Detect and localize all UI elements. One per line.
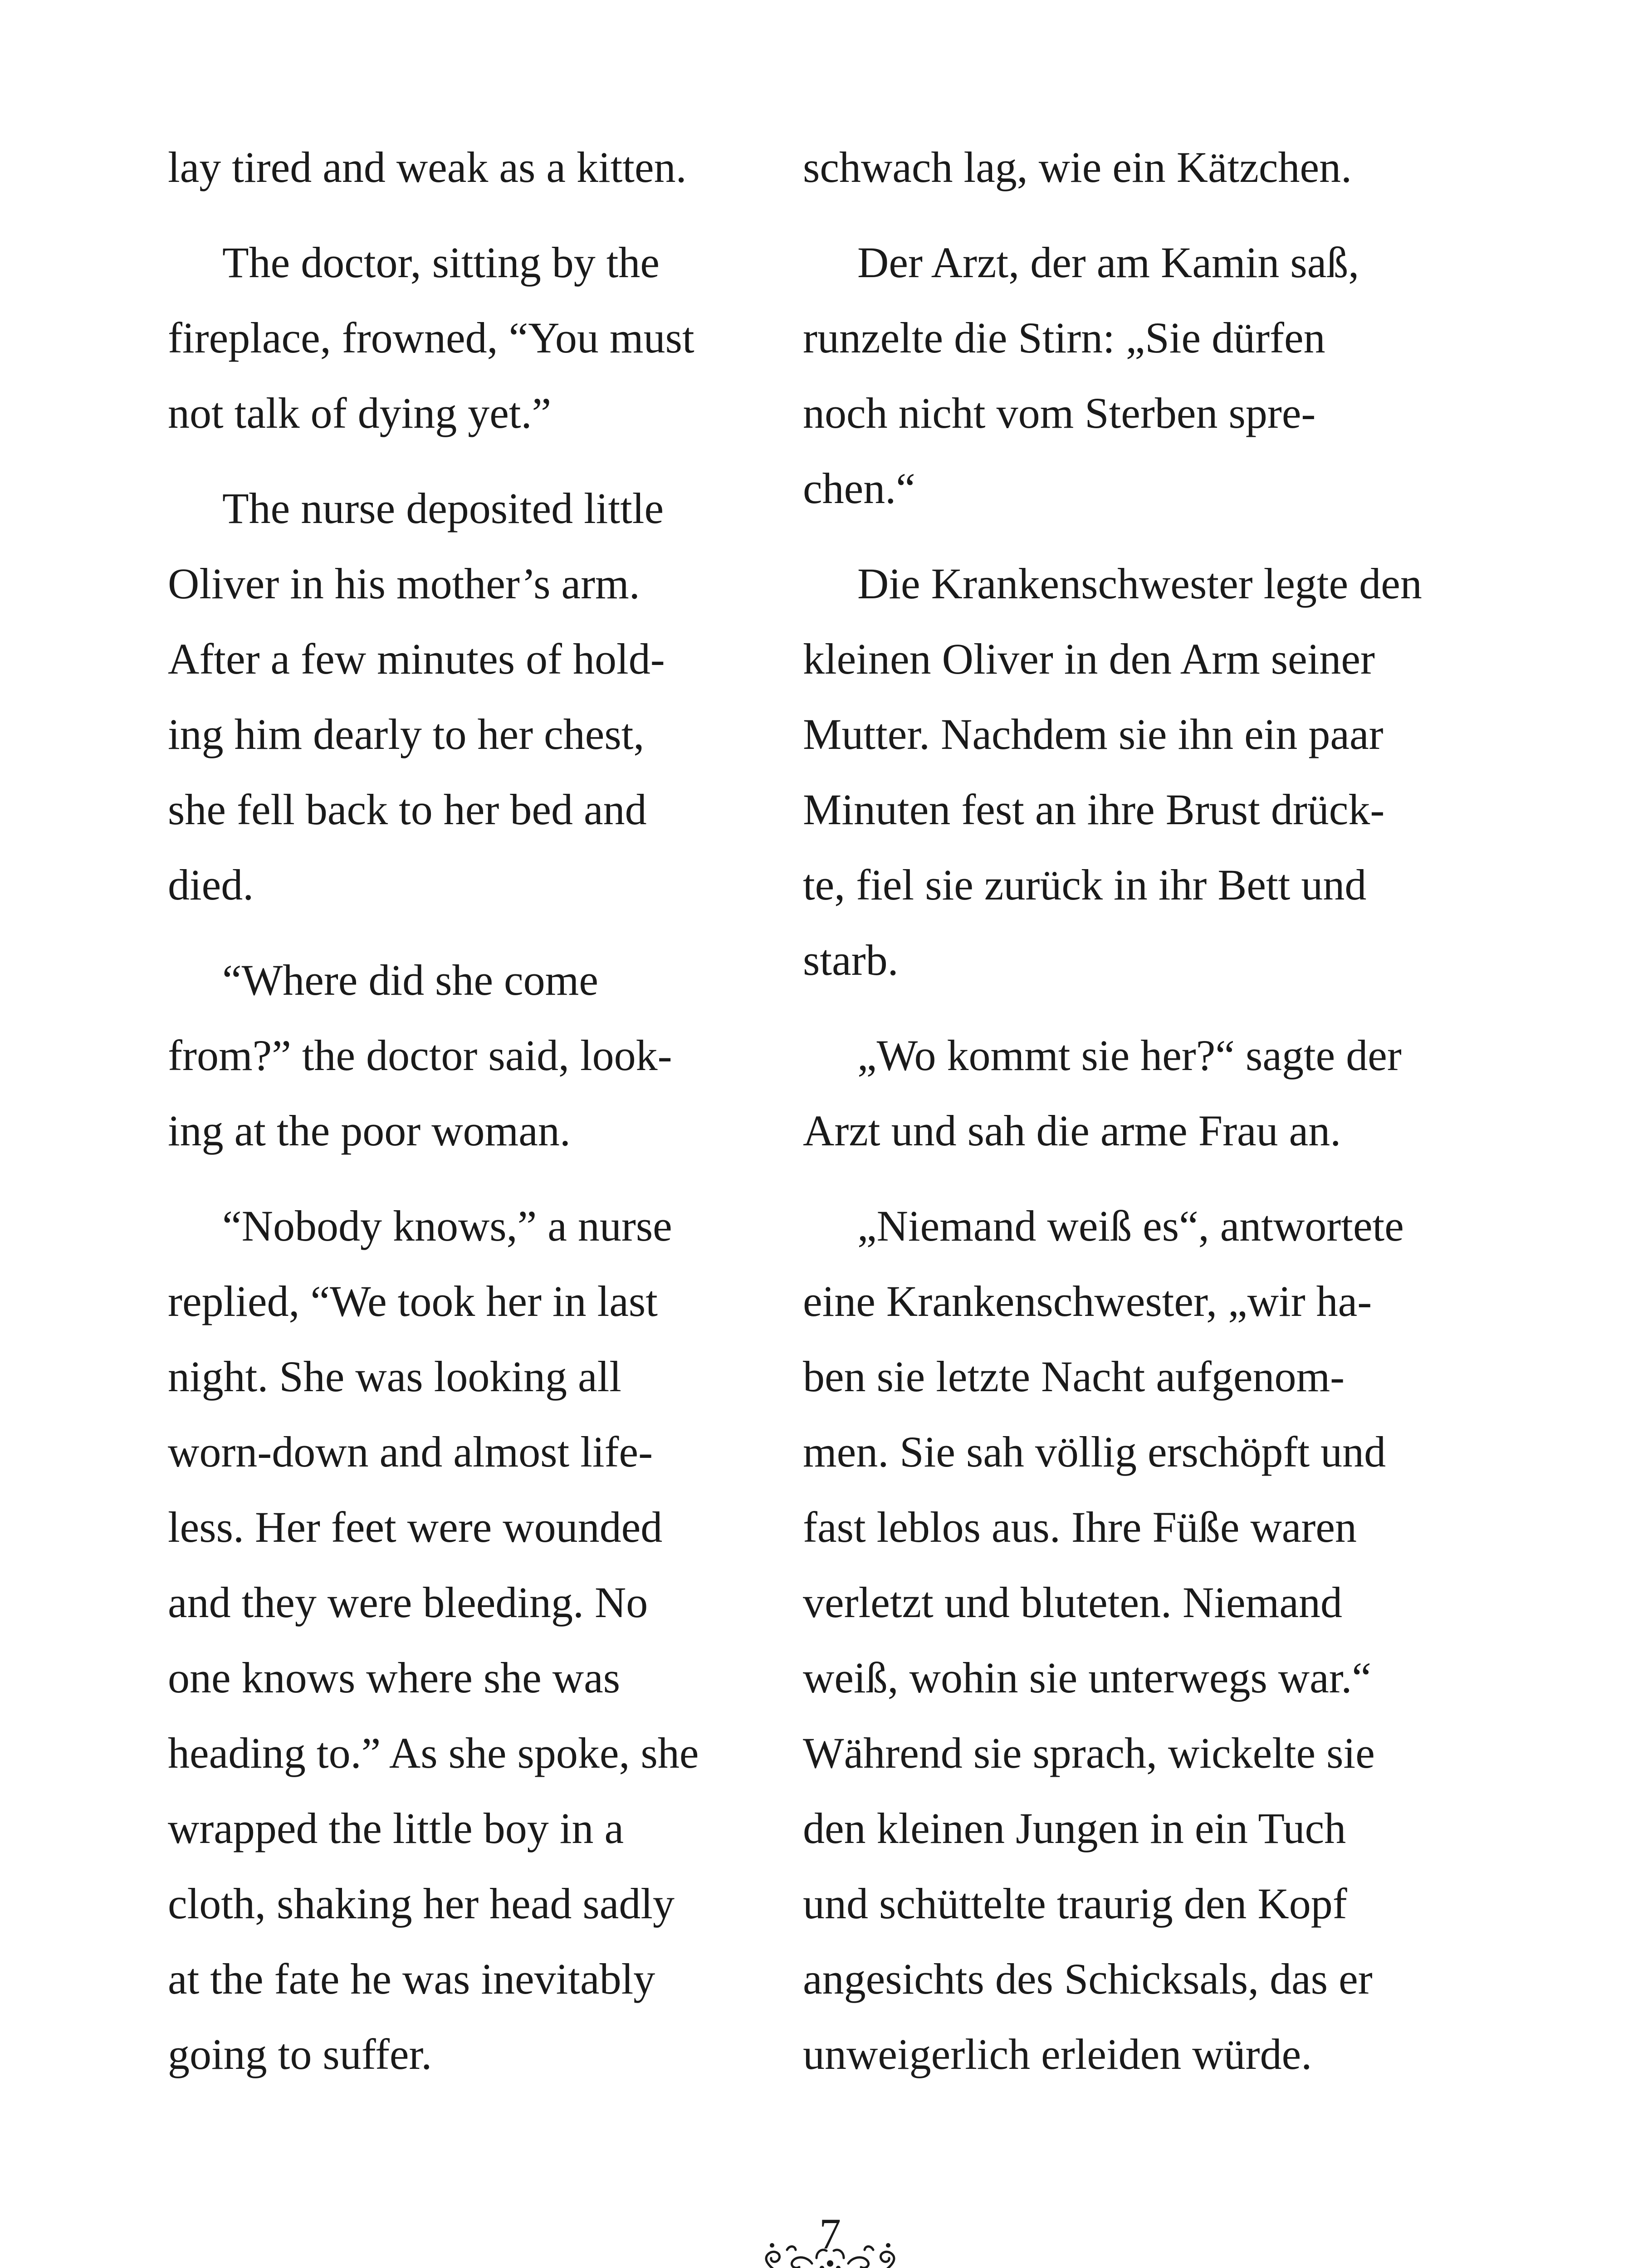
german-text-line: Während sie sprach, wickelte sie [803,1729,1375,1777]
english-text-line: wrapped the little boy in a [168,1804,624,1853]
german-column [803,130,1501,2092]
german-text-line: „Wo kommt sie her?“ sagte der [857,1031,1402,1080]
english-text-line: less. Her feet were wounded [168,1503,663,1551]
paragraph-gap [803,526,1501,546]
paragraph-gap [168,451,776,471]
german-text-line: schwach lag, wie ein Kätzchen. [803,143,1352,191]
german-text-line: starb. [803,936,899,984]
english-text-line: The doctor, sitting by the [222,238,660,287]
german-text-line: „Niemand weiß es“, antwortete [857,1202,1404,1250]
english-text-line: “Nobody knows,” a nurse [222,1202,672,1250]
german-text-line: verletzt und bluteten. Niemand [803,1578,1342,1627]
english-text-line: ing at the poor woman. [168,1106,571,1155]
english-text-line: at the fate he was inevitably [168,1955,655,2003]
english-text-line: not talk of dying yet.” [168,389,552,437]
english-paragraph [168,130,776,205]
english-text-line: going to suffer. [168,2030,432,2078]
english-text-line: died. [168,860,254,909]
paragraph-gap [168,923,776,943]
english-text-line: cloth, shaking her head sadly [168,1879,675,1928]
german-text-line: kleinen Oliver in den Arm seiner [803,635,1375,683]
german-text-line: Die Krankenschwester legte den [857,559,1422,608]
german-text-line: runzelte die Stirn: „Sie dürfen [803,313,1325,362]
english-column [168,130,776,2092]
german-text-line: den kleinen Jungen in ein Tuch [803,1804,1346,1853]
page-number: 7 [819,2209,841,2258]
german-text-line: unweigerlich erleiden würde. [803,2030,1312,2078]
english-text-line: and they were bleeding. No [168,1578,648,1627]
german-text-line: te, fiel sie zurück in ihr Bett und [803,860,1367,909]
page-footer [744,2209,916,2268]
english-text-line: night. She was looking all [168,1352,621,1401]
german-text-line: angesichts des Schicksals, das er [803,1955,1373,2003]
english-text-line: she fell back to her bed and [168,785,647,834]
english-text-line: The nurse deposited little [222,484,664,533]
english-text-line: fireplace, frowned, “You must [168,313,694,362]
english-text-line: lay tired and weak as a kitten. [168,143,687,191]
english-text-line: Oliver in his mother’s arm. [168,559,640,608]
german-text-line: weiß, wohin sie unterwegs war.“ [803,1653,1372,1702]
german-text-line: und schüttelte traurig den Kopf [803,1879,1347,1928]
paragraph-gap [168,205,776,225]
german-text-line: noch nicht vom Sterben spre- [803,389,1316,437]
english-text-line: worn-down and almost life- [168,1427,653,1476]
paragraph-gap [803,1168,1501,1188]
paragraph-gap [803,998,1501,1018]
german-paragraph [803,1018,1501,1168]
paragraph-gap [803,205,1501,225]
german-text-line: Arzt und sah die arme Frau an. [803,1106,1341,1155]
english-paragraph [168,225,776,451]
german-text-line: eine Krankenschwester, „wir ha- [803,1277,1372,1325]
german-text-line: ben sie letzte Nacht aufgenom- [803,1352,1345,1401]
german-text-line: men. Sie sah völlig erschöpft und [803,1427,1386,1476]
german-paragraph [803,225,1501,526]
english-text-line: from?” the doctor said, look- [168,1031,672,1080]
paragraph-gap [168,1168,776,1188]
english-text-line: heading to.” As she spoke, she [168,1729,699,1777]
english-text-line: ing him dearly to her chest, [168,710,645,758]
german-text-line: Mutter. Nachdem sie ihn ein paar [803,710,1384,758]
english-paragraph [168,943,776,1168]
german-paragraph [803,546,1501,998]
german-paragraph [803,1188,1501,2092]
german-text-line: Der Arzt, der am Kamin saß, [857,238,1359,287]
english-text-line: one knows where she was [168,1653,621,1702]
english-text-line: “Where did she come [222,956,598,1004]
german-text-line: fast leblos aus. Ihre Füße waren [803,1503,1357,1551]
german-text-line: chen.“ [803,464,915,513]
english-paragraph [168,1188,776,2092]
german-paragraph [803,130,1501,205]
english-text-line: After a few minutes of hold- [168,635,665,683]
german-text-line: Minuten fest an ihre Brust drück- [803,785,1385,834]
english-paragraph [168,471,776,923]
english-text-line: replied, “We took her in last [168,1277,658,1325]
